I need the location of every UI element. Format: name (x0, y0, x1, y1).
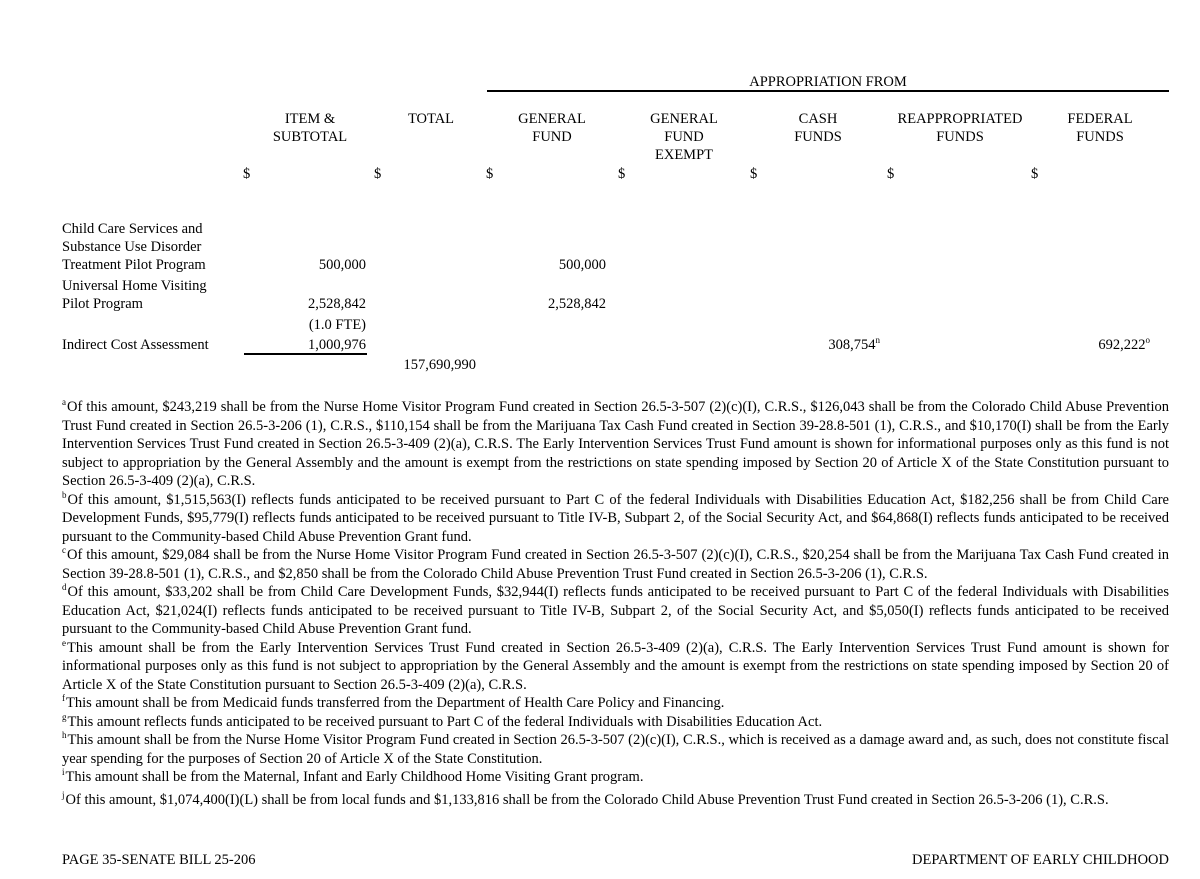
row2-general-fund: 2,528,842 (548, 296, 606, 312)
col-header-cash-funds: CASH FUNDS (794, 111, 842, 145)
footnote-j: $^j$Of this amount, $1,074,400(I)(L) shall be from local funds and $1,133,816 shall be from the Colorado Child Abuse Prevention Trust Fund created in Section 26.5-3-206 (1), C.R.S. (62, 789, 1109, 808)
row-label-universal-home-visiting: Universal Home Visiting Pilot Program (62, 278, 207, 312)
footnote-c: $^c$Of this amount, $29,084 shall be from the Nurse Home Visitor Program Fund created in Section 26.5-3-507 (2)(c)(I), C.R.S., $20,254 shall be from the Marijuana Tax Cash Fund created in Section 39-28.8-501 (1), C.R.S., and $2,850 shall be from the Colorado Child Abuse Prevention Trust Fund created in Section 26.5-3-206 (1), C.R.S. (62, 545, 1169, 582)
row1-general-fund: 500,000 (558, 257, 606, 273)
footnote-a: $^a$Of this amount, $243,219 shall be from the Nurse Home Visitor Program Fund created in Section 26.5-3-507 (2)(c)(I), C.R.S., $126,043 shall be from the Colorado Child Abuse Prevention Trust Fund created in Section 26.5-3-206 (1), C.R.S., $110,154 shall be from the Marijuana Tax Cash Fund created in Section 39-28.8-501 (1), C.R.S., and $10,170(I) shall be from the Early Intervention Services Trust Fund created in Section 26.5-3-409 (2)(a), C.R.S. The Early Intervention Services Trust Fund amount is shown for informational purposes only as this fund is not subject to appropriation by the General Assembly and the amount is exempt from the restrictions on state spending imposed by Section 20 of Article X of the State Constitution pursuant to Section 26.5-3-409 (2)(a), C.R.S. (62, 397, 1169, 489)
col-header-federal-funds: FEDERAL FUNDS (1067, 111, 1133, 145)
row2-item-subtotal: 2,528,842 (308, 296, 366, 312)
col-header-general-fund: GENERAL FUND (518, 111, 586, 145)
col-header-item: ITEM & SUBTOTAL (272, 111, 348, 145)
dollar-sign-general-fund: $ (486, 166, 494, 182)
footnote-e: $^e$This amount shall be from the Early Intervention Services Trust Fund created in Section 26.5-3-409 (2)(a), C.R.S. The Early Intervention Services Trust Fund amount is shown for informational purposes only as this fund is not subject to appropriation by the General Assembly and the amount is exempt from the restrictions on state spending imposed by Section 20 of Article X of the State Constitution pursuant to Section 26.5-3-409 (2)(a), C.R.S. (62, 637, 1169, 693)
dollar-sign-reappropriated-funds: $ (887, 166, 895, 182)
dollar-sign-cash-funds: $ (750, 166, 758, 182)
col-header-total: TOTAL (407, 111, 455, 127)
row1-item-subtotal: 500,000 (318, 257, 366, 273)
row-label-indirect-cost-assessment: Indirect Cost Assessment (62, 337, 209, 353)
footnotes (62, 398, 1169, 809)
page-footer-right: DEPARTMENT OF EARLY CHILDHOOD (912, 852, 1169, 868)
subtotal-rule (244, 353, 367, 355)
footnote-d: $^d$Of this amount, $33,202 shall be from Child Care Development Funds, $32,944(I) reflects funds anticipated to be received pursuant to Part C of the federal Individuals with Disabilities Education Act, $21,024(I) reflects funds anticipated to be received pursuant to Title IV-B, Subpart 2, of the Social Security Act, and $5,050(I) reflects funds anticipated to be received pursuant to the Community-based Child Abuse Prevention Grant fund. (62, 582, 1169, 637)
dollar-sign-general-fund-exempt: $ (618, 166, 626, 182)
appropriation-rule (487, 90, 1169, 92)
col-header-reappropriated-funds: REAPPROPRIATED FUNDS (897, 111, 1023, 145)
row-label-child-care-services: Child Care Services and Substance Use Disorder Treatment Pilot Program (62, 221, 206, 273)
appropriation-from-heading: APPROPRIATION FROM (749, 74, 907, 90)
footnote-i: $^i$This amount shall be from the Maternal, Infant and Early Childhood Home Visiting Grant program. (62, 767, 644, 785)
dollar-sign-total: $ (374, 166, 382, 182)
dollar-sign-federal-funds: $ (1031, 166, 1039, 182)
dollar-sign-item: $ (243, 166, 251, 182)
footnote-g: $^g$This amount reflects funds anticipated to be received pursuant to Part C of the federal Individuals with Disabilities Education Act. (62, 711, 823, 730)
col-header-general-fund-exempt: GENERAL FUND EXEMPT (650, 111, 718, 163)
row2-fte: (1.0 FTE) (308, 317, 366, 333)
row3-item-subtotal: 1,000,976 (308, 337, 366, 353)
footnote-h: $^h$This amount shall be from the Nurse Home Visitor Program Fund created in Section 26.5-3-507 (2)(c)(I), C.R.S., which is received as a damage award and, as such, does not constitute fiscal year spending for the purposes of Section 20 of Article X of the State Constitution. (62, 730, 1169, 767)
grand-total: 157,690,990 (403, 357, 476, 373)
page-footer-left: PAGE 35-SENATE BILL 25-206 (62, 852, 256, 868)
row3-cash-funds: 308,754$^n$ (828, 335, 880, 353)
footnote-b: $^b$Of this amount, $1,515,563(I) reflects funds anticipated to be received pursuant to Part C of the federal Individuals with Disabilities Education Act, $182,256 shall be from Child Care Development Funds, $95,779(I) reflects funds anticipated to be received pursuant to Title IV-B, Subpart 2, of the Social Security Act, and $64,868(I) reflects funds anticipated to be received pursuant to the Community-based Child Abuse Prevention Grant fund. (62, 489, 1169, 545)
footnote-f: $^f$This amount shall be from Medicaid funds transferred from the Department of Health Care Policy and Financing. (62, 693, 725, 711)
row3-federal-funds: 692,222$^o$ (1098, 335, 1150, 353)
